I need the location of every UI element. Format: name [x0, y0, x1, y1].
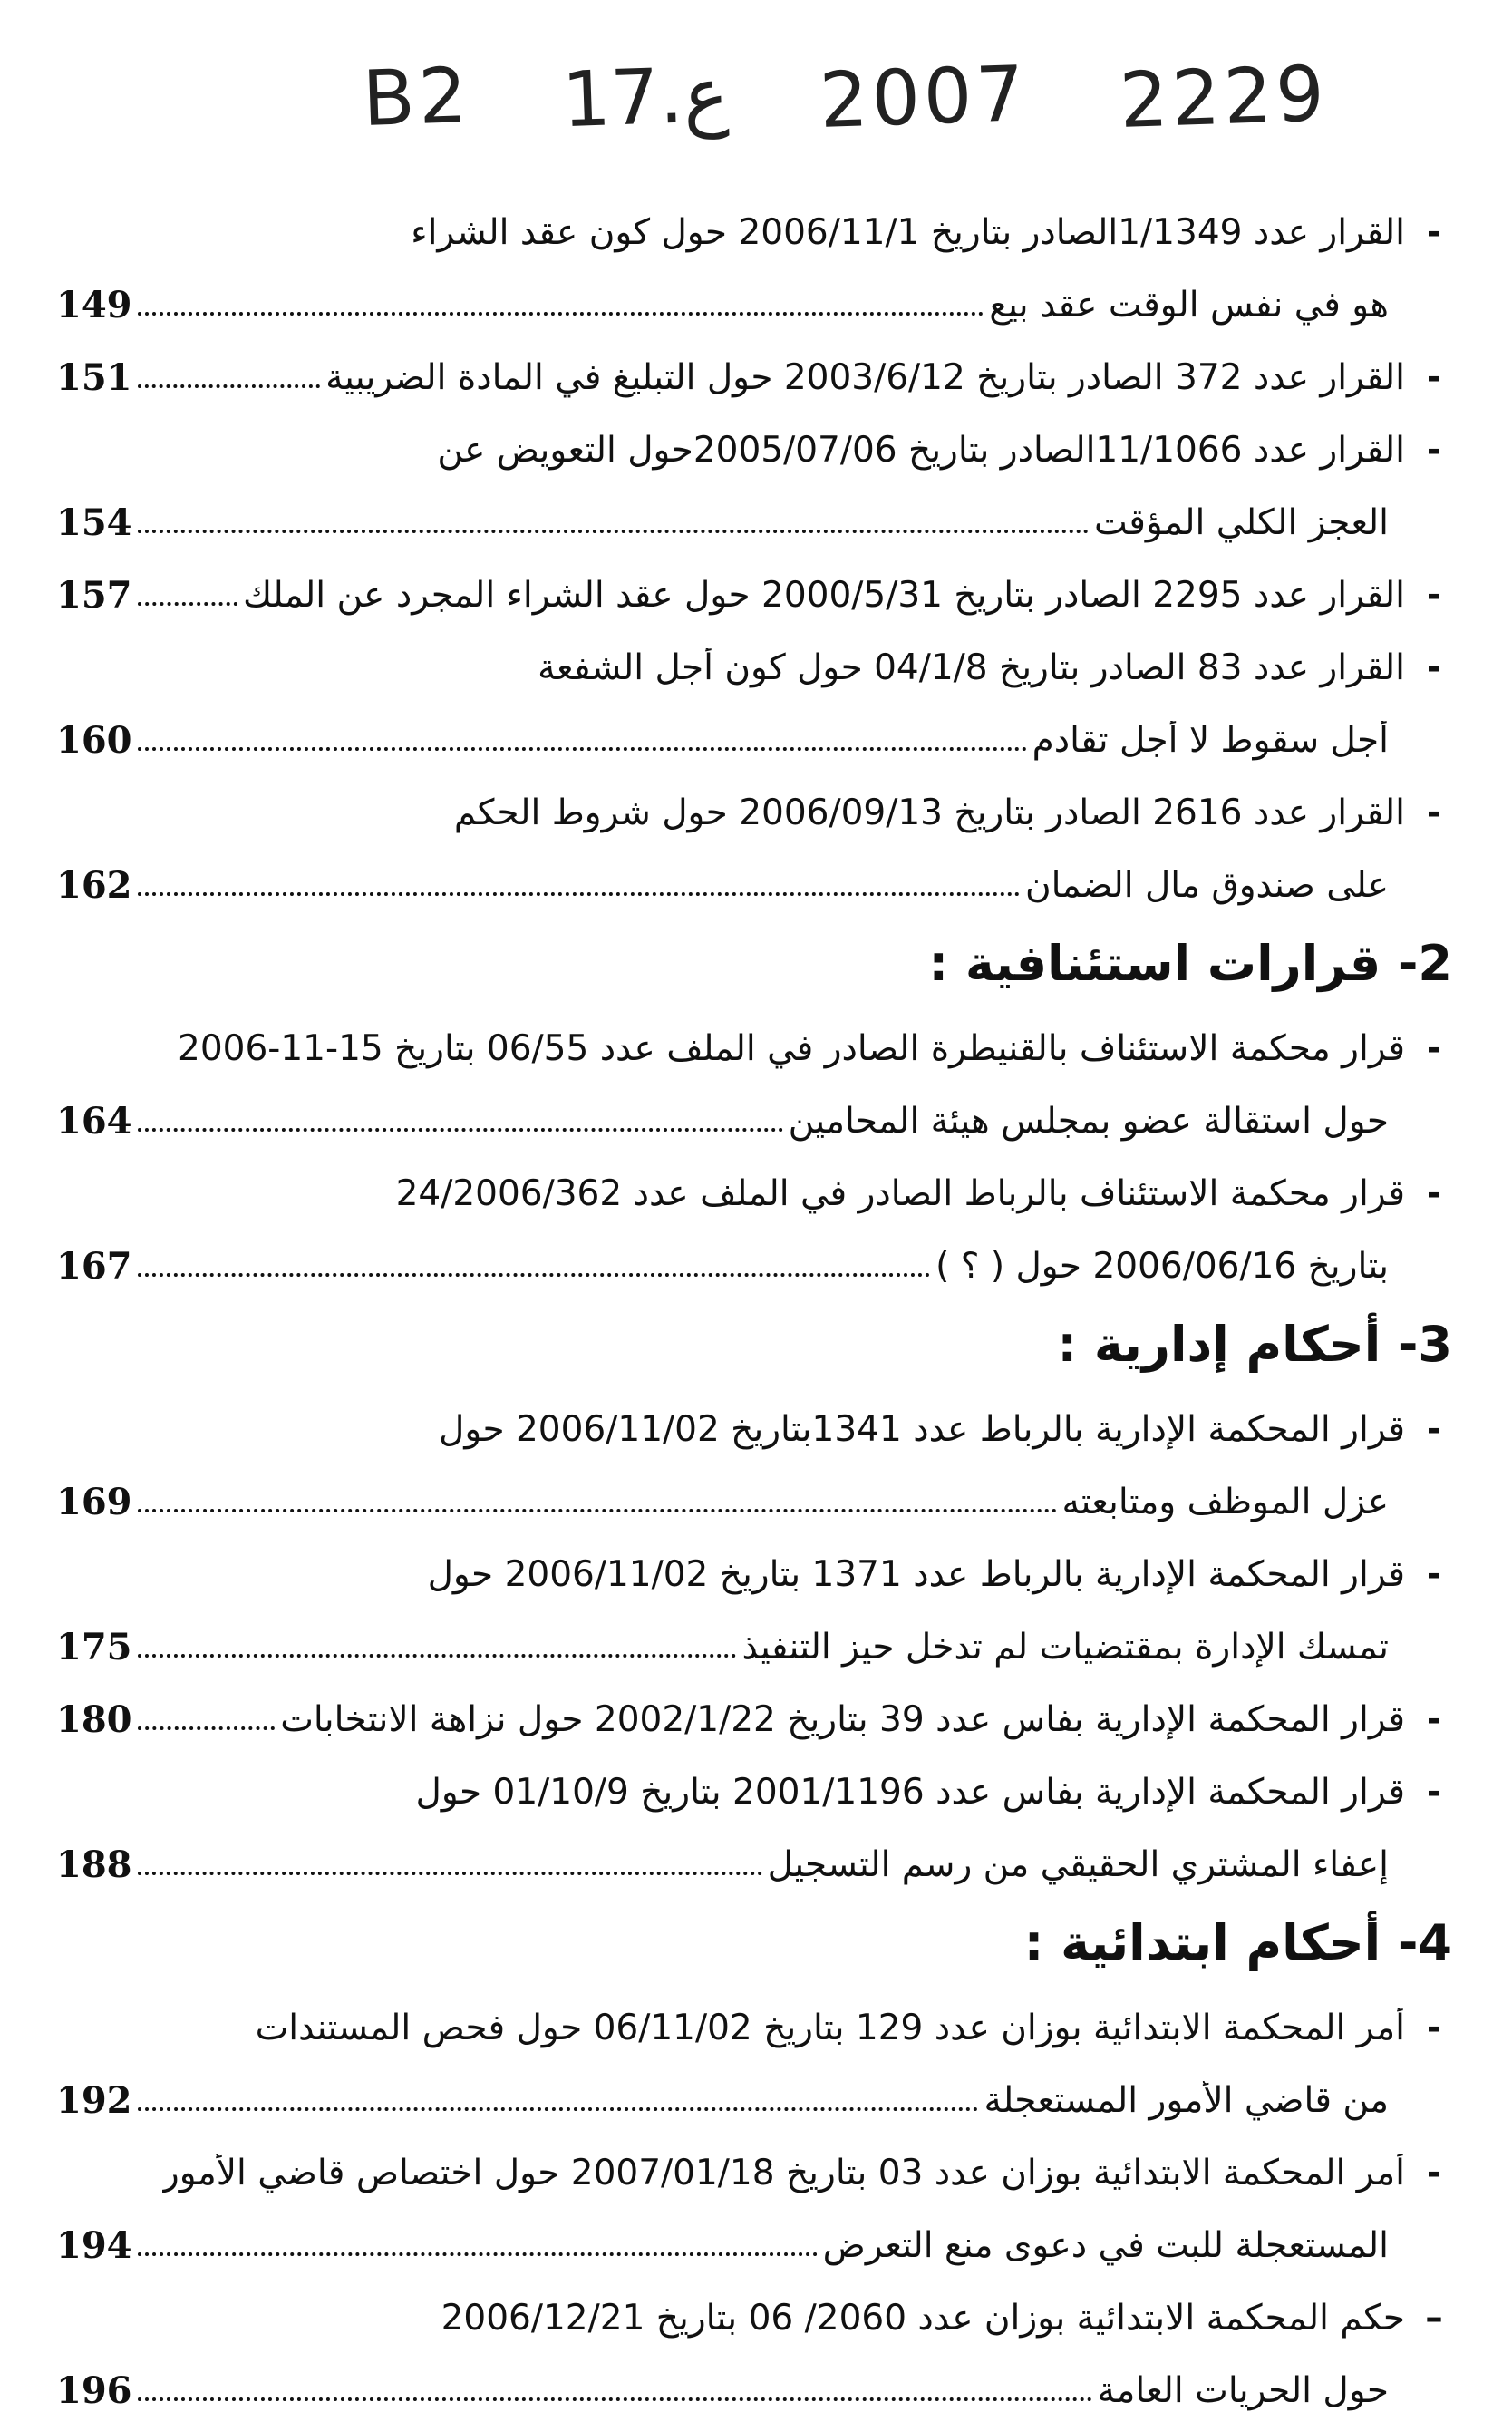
toc-entry-line-start: [56, 181, 1452, 254]
dot-leader: [138, 602, 238, 606]
toc-entry-line: [56, 689, 1452, 762]
toc-entry-line: [56, 2194, 1452, 2267]
dot-leader: [138, 2107, 979, 2111]
entry-text: القرار عدد 83 الصادر بتاريخ 04/1/8 حول كون أجل الشفعة: [538, 648, 1405, 689]
section-heading: 3- أحكام إدارية :: [1057, 1316, 1452, 1373]
entry-text: القرار عدد 372 الصادر بتاريخ 2003/6/12 حول التبليغ في المادة الضريبية: [325, 358, 1405, 399]
bullet-dash: -: [1426, 1554, 1442, 1596]
bullet-dash: -: [1426, 1699, 1442, 1741]
dot-leader: [138, 384, 321, 388]
entry-text: أمر المحكمة الابتدائية بوزان عدد 129 بتاريخ 06/11/02 حول فحص المستندات: [255, 2008, 1405, 2049]
toc-entry-line: [56, 834, 1452, 907]
toc-entry-line: [56, 254, 1452, 326]
handwritten-reference-note: [361, 49, 1342, 152]
handwritten-number: 2229: [1118, 49, 1330, 145]
bullet-dash: –: [1425, 2298, 1443, 2339]
dot-leader: [138, 1128, 783, 1132]
dot-leader: [138, 1509, 1057, 1512]
dot-leader: [138, 1273, 931, 1277]
toc-entry-line: [56, 544, 1452, 617]
toc-entry-line-start: [56, 762, 1452, 834]
page-number: 196: [56, 2369, 132, 2412]
entry-text: المستعجلة للبت في دعوى منع التعرض: [822, 2226, 1389, 2267]
entry-text: القرار عدد 2616 الصادر بتاريخ 2006/09/13 حول شروط الحكم: [453, 793, 1405, 834]
bullet-dash: -: [1426, 1173, 1442, 1215]
handwritten-code: B2: [361, 50, 472, 144]
toc-entry-line-start: [56, 1378, 1452, 1451]
entry-text: قرار محكمة الاستئناف بالرباط الصادر في الملف عدد 24/2006/362: [395, 1174, 1405, 1215]
entry-text: قرار المحكمة الإدارية بالرباط عدد 1341بتاريخ 2006/11/02 حول: [438, 1410, 1405, 1451]
toc-entry-line: [56, 2049, 1452, 2122]
dot-leader: [138, 2252, 818, 2256]
dot-leader: [138, 2397, 1092, 2401]
bullet-dash: -: [1426, 430, 1442, 472]
entry-text: القرار عدد 2295 الصادر بتاريخ 2000/5/31 حول عقد الشراء المجرد عن الملك: [243, 576, 1405, 617]
handwritten-year: 2007: [818, 49, 1030, 145]
entry-text: قرار محكمة الاستئناف بالقنيطرة الصادر في الملف عدد 06/55 بتاريخ 15-11-2006: [178, 1029, 1405, 1070]
toc-entry-line: [56, 1070, 1452, 1143]
entry-text: حول الحريات العامة: [1097, 2371, 1389, 2412]
page-number: 169: [56, 1481, 132, 1523]
page-number: 175: [56, 1626, 132, 1668]
toc-entry-line-start: [56, 2122, 1452, 2194]
toc-entry-line: [56, 472, 1452, 544]
bullet-dash: -: [1426, 793, 1442, 834]
toc-entry-line-start: [56, 617, 1452, 689]
bullet-dash: -: [1426, 2153, 1442, 2194]
toc-entry-line: [56, 1668, 1452, 1741]
bullet-dash: -: [1426, 2008, 1442, 2049]
section-heading: 4- أحكام ابتدائية :: [1023, 1914, 1452, 1971]
entry-text: تمسك الإدارة بمقتضيات لم تدخل حيز التنفيذ: [741, 1628, 1389, 1668]
entry-text: القرار عدد 1/1349الصادر بتاريخ 2006/11/1 حول كون عقد الشراء: [411, 213, 1405, 254]
toc-entry-line-start: [56, 1143, 1452, 1215]
dot-leader: [138, 1872, 762, 1875]
handwritten-date: 17.ع: [560, 49, 731, 145]
toc-entry-line: [56, 1814, 1452, 1886]
page-number: 160: [56, 719, 132, 762]
page-number: 167: [56, 1245, 132, 1288]
entry-text: حول استقالة عضو بمجلس هيئة المحامين: [788, 1102, 1389, 1143]
entry-text: قرار المحكمة الإدارية بالرباط عدد 1371 بتاريخ 2006/11/02 حول: [427, 1555, 1405, 1596]
entry-text: إعفاء المشتري الحقيقي من رسم التسجيل: [767, 1845, 1389, 1886]
page-number: 194: [56, 2224, 132, 2267]
bullet-dash: -: [1426, 1028, 1442, 1070]
dot-leader: [138, 747, 1027, 751]
section-heading: 2- قرارات استئنافية :: [928, 935, 1452, 992]
entry-text: العجز الكلي المؤقت: [1093, 503, 1389, 544]
toc-entry-line-start: [56, 2267, 1452, 2339]
page-number: 157: [56, 574, 132, 617]
entry-text: عزل الموظف ومتابعته: [1061, 1483, 1389, 1523]
toc-entry-line-start: [56, 1523, 1452, 1596]
page-number: 154: [56, 501, 132, 544]
toc-entry-line: [56, 1215, 1452, 1288]
dot-leader: [138, 892, 1020, 896]
toc-entry-line-start: [56, 399, 1452, 472]
entry-text: قرار المحكمة الإدارية بفاس عدد 39 بتاريخ 2002/1/22 حول نزاهة الانتخابات: [280, 1700, 1405, 1741]
entry-text: هو في نفس الوقت عقد بيع: [989, 286, 1389, 326]
toc-entry-line-start: [56, 1977, 1452, 2049]
toc-entry-line: [56, 1596, 1452, 1668]
page-number: 162: [56, 864, 132, 907]
toc-entry-line: [56, 2339, 1452, 2412]
entry-text: أمر المحكمة الابتدائية بوزان عدد 03 بتاريخ 2007/01/18 حول اختصاص قاضي الأمور: [161, 2154, 1405, 2194]
page-number: 151: [56, 356, 132, 399]
page-number: 164: [56, 1100, 132, 1143]
page-number: 192: [56, 2079, 132, 2122]
entry-text: أجل سقوط لا أجل تقادم: [1032, 721, 1389, 762]
page-number: 149: [56, 284, 132, 326]
dot-leader: [138, 530, 1089, 533]
bullet-dash: -: [1426, 357, 1442, 399]
dot-leader: [138, 1726, 276, 1730]
toc-entry-line: [56, 1451, 1452, 1523]
entry-text: بتاريخ 2006/06/16 حول ( ؟ ): [935, 1247, 1389, 1288]
dot-leader: [138, 1654, 737, 1658]
bullet-dash: -: [1426, 575, 1442, 617]
bullet-dash: -: [1426, 1772, 1442, 1814]
entry-text: القرار عدد 11/1066الصادر بتاريخ 2005/07/06حول التعويض عن: [437, 431, 1405, 472]
toc-entry-line: [56, 326, 1452, 399]
dot-leader: [138, 312, 984, 316]
entry-text: من قاضي الأمور المستعجلة: [984, 2081, 1389, 2122]
entry-text: على صندوق مال الضمان: [1024, 866, 1389, 907]
bullet-dash: -: [1426, 1409, 1442, 1451]
entry-text: حكم المحكمة الابتدائية بوزان عدد 2060/ 06 بتاريخ 2006/12/21: [441, 2299, 1405, 2339]
toc-entry-line-start: [56, 1741, 1452, 1814]
bullet-dash: -: [1426, 647, 1442, 689]
toc-entry-line-start: [56, 997, 1452, 1070]
page-number: 188: [56, 1843, 132, 1886]
entry-text: قرار المحكمة الإدارية بفاس عدد 2001/1196 بتاريخ 01/10/9 حول: [415, 1773, 1405, 1814]
bullet-dash: -: [1426, 212, 1442, 254]
page-number: 180: [56, 1698, 132, 1741]
table-of-contents: [56, 181, 1452, 2412]
